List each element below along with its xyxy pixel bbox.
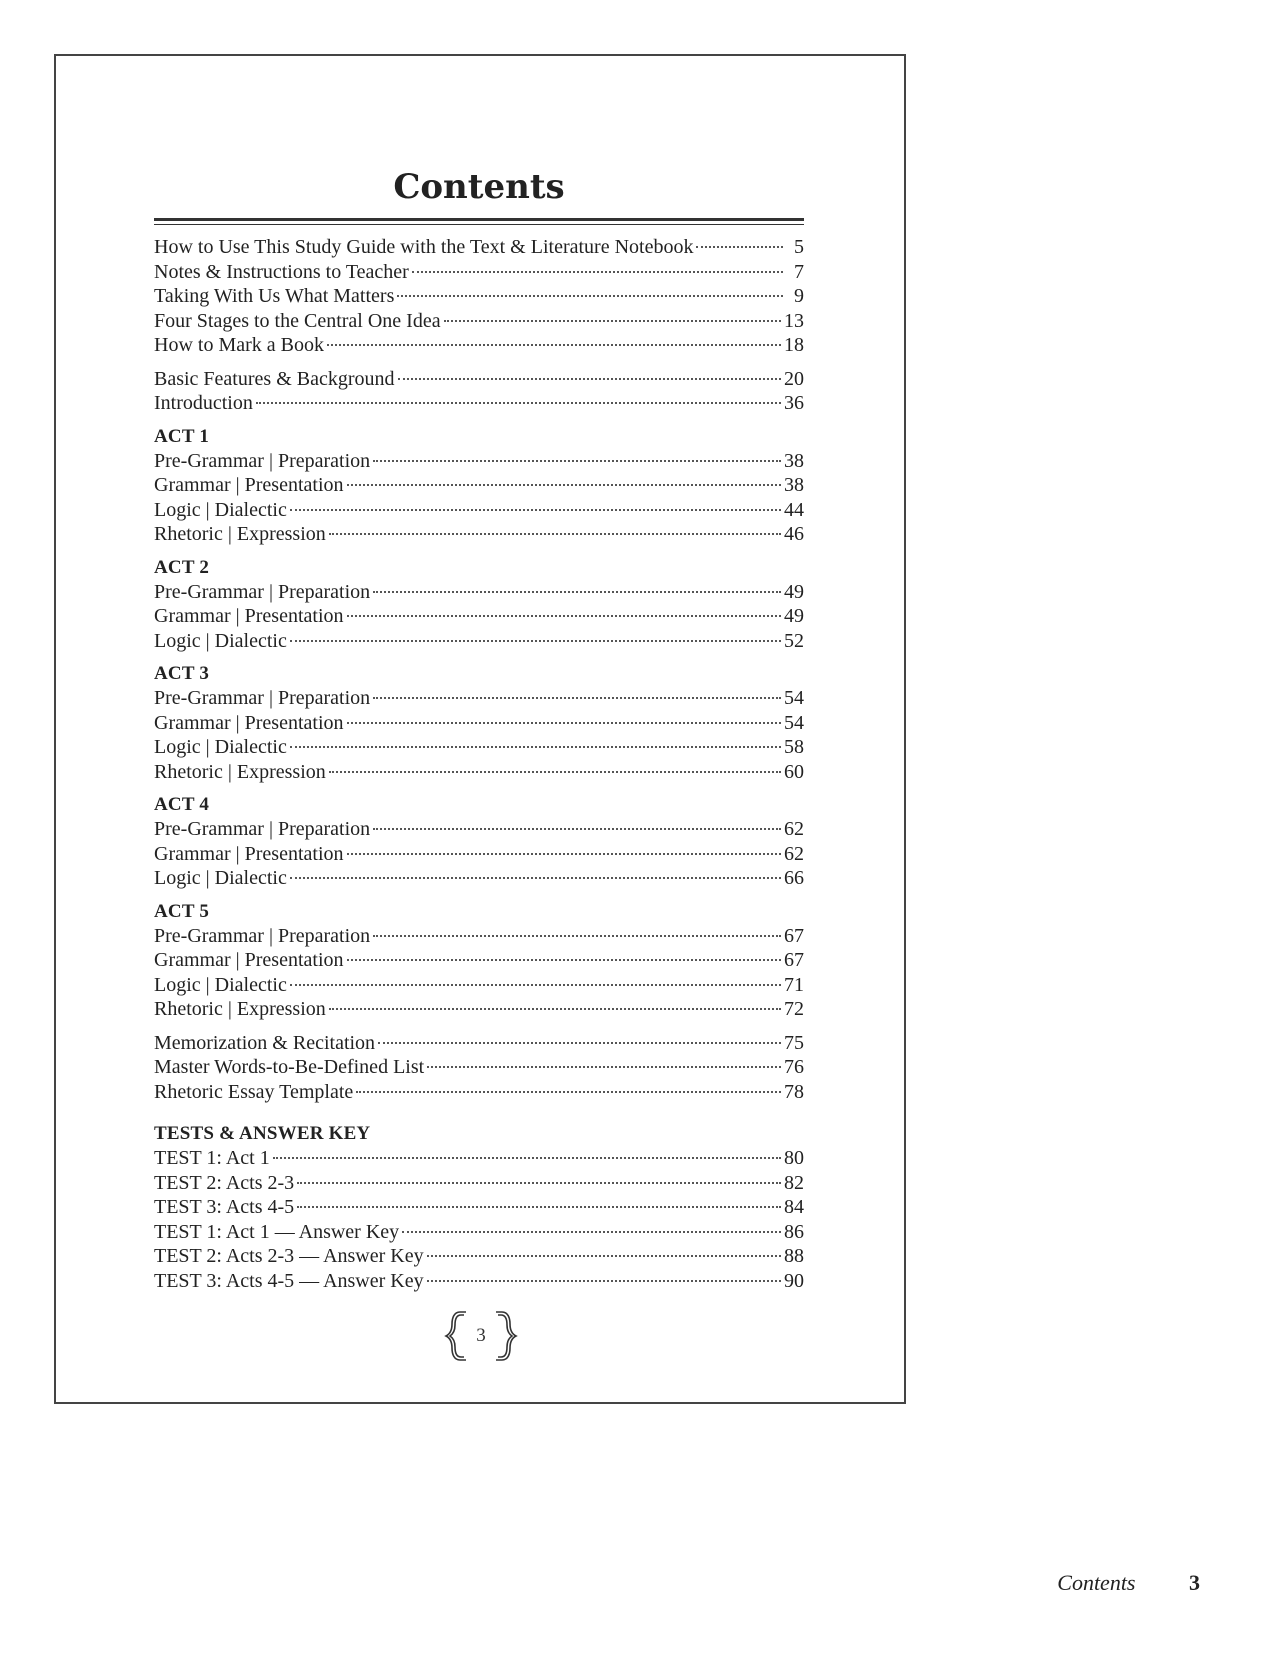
toc-group-heading: ACT 1 — [154, 425, 210, 447]
dot-leader — [273, 1157, 781, 1159]
dot-leader — [290, 877, 781, 879]
dot-leader — [347, 853, 781, 855]
toc-entry[interactable] — [154, 866, 804, 891]
toc-entry-page: 66 — [784, 867, 804, 889]
footer-page-number: 3 — [1189, 1570, 1200, 1595]
dot-leader — [256, 402, 781, 404]
toc-groups — [154, 235, 804, 1293]
toc-entry[interactable] — [154, 1055, 804, 1080]
toc-entry-page: 84 — [784, 1196, 804, 1218]
page-title: Contents — [393, 167, 565, 207]
dot-leader — [373, 460, 781, 462]
toc-entry-label: Basic Features & Background — [154, 367, 395, 390]
running-footer — [1057, 1570, 1200, 1596]
toc-entry-page: 44 — [784, 498, 804, 521]
dot-leader — [290, 984, 781, 986]
dot-leader — [412, 271, 783, 273]
toc-entry-label: Memorization & Recitation — [154, 1031, 376, 1054]
toc-entry-page: 82 — [784, 1171, 804, 1194]
toc-group — [154, 900, 804, 1022]
toc-entry[interactable] — [154, 924, 804, 949]
toc-entry-label: TEST 1: Act 1 — [154, 1147, 270, 1169]
dot-leader — [402, 1231, 781, 1233]
toc-entry-page: 9 — [794, 285, 804, 307]
dot-leader — [373, 591, 781, 593]
toc-entry[interactable] — [154, 1080, 804, 1105]
dot-leader — [347, 615, 781, 617]
title-rule-thin — [154, 224, 804, 225]
dot-leader — [427, 1066, 781, 1068]
toc-entry-page: 88 — [784, 1245, 804, 1267]
toc-entry[interactable] — [154, 842, 804, 867]
dot-leader — [373, 935, 781, 937]
toc-entry[interactable] — [154, 1171, 804, 1196]
toc-entry[interactable] — [154, 997, 804, 1022]
toc-entry[interactable] — [154, 1269, 804, 1294]
toc-group-heading: ACT 2 — [154, 556, 210, 578]
dot-leader — [397, 295, 783, 297]
dot-leader — [444, 320, 781, 322]
toc-entry-page: 75 — [784, 1031, 804, 1054]
toc-group — [154, 235, 804, 358]
toc-group-heading: ACT 5 — [154, 900, 210, 922]
toc-entry-page: 49 — [784, 605, 804, 627]
toc-entry-label: How to Use This Study Guide with the Text & Literature Notebook — [154, 236, 694, 258]
toc-entry-page: 62 — [784, 818, 804, 840]
toc-entry-page: 13 — [784, 309, 804, 332]
dot-leader — [327, 344, 781, 346]
dot-leader — [373, 828, 781, 830]
toc-entry-label: Pre-Grammar | Preparation — [154, 687, 371, 709]
toc-entry-page: 7 — [794, 260, 804, 283]
toc-entry[interactable] — [154, 948, 804, 973]
toc-entry-page: 76 — [784, 1056, 804, 1078]
toc-entry-label: Grammar | Presentation — [154, 842, 344, 865]
dot-leader — [347, 959, 781, 961]
dot-leader — [427, 1255, 781, 1257]
dot-leader — [347, 484, 781, 486]
toc-entry-label: TEST 3: Acts 4-5 — [154, 1196, 295, 1218]
toc-entry-page: 90 — [784, 1269, 804, 1292]
toc-group — [154, 1031, 804, 1105]
toc-group — [154, 662, 804, 784]
toc-entry-label: Rhetoric | Expression — [154, 760, 326, 783]
toc-entry[interactable] — [154, 735, 804, 760]
toc-entry-label: Logic | Dialectic — [154, 973, 287, 996]
toc-entry[interactable] — [154, 817, 804, 842]
toc-entry-label: Introduction — [154, 392, 253, 414]
toc-entry-label: TEST 1: Act 1 — Answer Key — [154, 1220, 400, 1243]
toc-entry-label: Grammar | Presentation — [154, 474, 344, 496]
toc-entry-label: Pre-Grammar | Preparation — [154, 580, 371, 603]
toc-group — [154, 367, 804, 416]
toc-group — [154, 425, 804, 547]
dot-leader — [297, 1206, 781, 1208]
toc-entry-page: 78 — [784, 1080, 804, 1103]
dot-leader — [356, 1091, 781, 1093]
toc-entry[interactable] — [154, 973, 804, 998]
toc-group — [154, 1122, 804, 1293]
toc-entry-label: Rhetoric | Expression — [154, 523, 326, 545]
toc-entry[interactable] — [154, 580, 804, 605]
dot-leader — [696, 246, 783, 248]
toc-entry[interactable] — [154, 309, 804, 334]
toc-entry-page: 20 — [784, 367, 804, 390]
toc-entry[interactable] — [154, 473, 804, 498]
toc-entry[interactable] — [154, 498, 804, 523]
dot-leader — [290, 509, 781, 511]
toc-entry-page: 71 — [784, 973, 804, 996]
dot-leader — [427, 1280, 781, 1282]
toc-entry-page: 62 — [784, 842, 804, 865]
dot-leader — [290, 746, 781, 748]
toc-entry-label: Pre-Grammar | Preparation — [154, 818, 371, 840]
toc-entry-page: 60 — [784, 760, 804, 783]
toc-entry-label: Logic | Dialectic — [154, 498, 287, 521]
toc-entry-label: TEST 3: Acts 4-5 — Answer Key — [154, 1269, 424, 1292]
toc-entry-label: Grammar | Presentation — [154, 711, 344, 734]
toc-entry-label: Four Stages to the Central One Idea — [154, 309, 441, 332]
toc-entry[interactable] — [154, 629, 804, 654]
toc-group-heading: TESTS & ANSWER KEY — [154, 1123, 371, 1144]
toc-entry[interactable] — [154, 284, 804, 309]
toc-entry-page: 49 — [784, 580, 804, 603]
toc-entry-label: How to Mark a Book — [154, 334, 324, 356]
toc-entry[interactable] — [154, 1244, 804, 1269]
toc-entry-page: 18 — [784, 334, 804, 356]
toc-entry-page: 80 — [784, 1147, 804, 1169]
toc-entry[interactable] — [154, 686, 804, 711]
toc-entry-label: Master Words-to-Be-Defined List — [154, 1056, 425, 1078]
footer-section-title: Contents — [1057, 1570, 1136, 1595]
toc-entry[interactable] — [154, 711, 804, 736]
toc-entry-page: 67 — [784, 949, 804, 971]
dot-leader — [329, 771, 781, 773]
toc-entry-label: Logic | Dialectic — [154, 867, 287, 889]
toc-entry-label: Rhetoric | Expression — [154, 998, 326, 1020]
toc-entry[interactable] — [154, 391, 804, 416]
toc-entry-label: Grammar | Presentation — [154, 605, 344, 627]
toc-entry-page: 5 — [794, 236, 804, 258]
toc-entry-label: Pre-Grammar | Preparation — [154, 449, 371, 472]
folio-number: 3 — [476, 1325, 486, 1346]
toc-entry-label: Logic | Dialectic — [154, 736, 287, 758]
toc-entry-label: Taking With Us What Matters — [154, 285, 395, 307]
toc-entry-page: 54 — [784, 711, 804, 734]
toc-entry-page: 38 — [784, 474, 804, 496]
toc-entry-page: 38 — [784, 449, 804, 472]
title-rule — [154, 218, 804, 221]
toc-entry-page: 46 — [784, 523, 804, 545]
toc-entry[interactable] — [154, 1031, 804, 1056]
toc-entry[interactable] — [154, 1146, 804, 1171]
dot-leader — [378, 1042, 781, 1044]
toc-entry[interactable] — [154, 522, 804, 547]
toc-entry-page: 72 — [784, 998, 804, 1020]
toc-entry-page: 58 — [784, 736, 804, 758]
toc-entry[interactable] — [154, 1195, 804, 1220]
toc-entry-label: Grammar | Presentation — [154, 949, 344, 971]
toc-entry-page: 67 — [784, 924, 804, 947]
toc-entry-page: 36 — [784, 392, 804, 414]
toc-entry[interactable] — [154, 604, 804, 629]
toc-entry[interactable] — [154, 449, 804, 474]
dot-leader — [329, 1008, 781, 1010]
toc-entry[interactable] — [154, 333, 804, 358]
toc-entry[interactable] — [154, 760, 804, 785]
toc-entry[interactable] — [154, 235, 804, 260]
toc-entry-page: 86 — [784, 1220, 804, 1243]
toc-group-heading: ACT 4 — [154, 794, 210, 815]
dot-leader — [373, 697, 781, 699]
toc-entry-label: Notes & Instructions to Teacher — [154, 260, 409, 283]
toc-entry-label: Logic | Dialectic — [154, 629, 287, 652]
toc-entry[interactable] — [154, 1220, 804, 1245]
toc-entry[interactable] — [154, 367, 804, 392]
dot-leader — [297, 1182, 781, 1184]
toc-group — [154, 556, 804, 654]
dot-leader — [347, 722, 781, 724]
toc-entry-label: Pre-Grammar | Preparation — [154, 924, 371, 947]
table-of-contents — [154, 164, 804, 1302]
toc-group-heading: ACT 3 — [154, 663, 210, 684]
folio-ornament — [444, 1310, 518, 1362]
dot-leader — [329, 533, 781, 535]
toc-entry-label: Rhetoric Essay Template — [154, 1080, 354, 1103]
toc-entry-page: 54 — [784, 687, 804, 709]
toc-entry-label: TEST 2: Acts 2-3 — Answer Key — [154, 1245, 424, 1267]
toc-entry[interactable] — [154, 260, 804, 285]
toc-entry-label: TEST 2: Acts 2-3 — [154, 1171, 295, 1194]
dot-leader — [398, 378, 782, 380]
toc-group — [154, 793, 804, 891]
toc-entry-page: 52 — [784, 629, 804, 652]
dot-leader — [290, 640, 781, 642]
